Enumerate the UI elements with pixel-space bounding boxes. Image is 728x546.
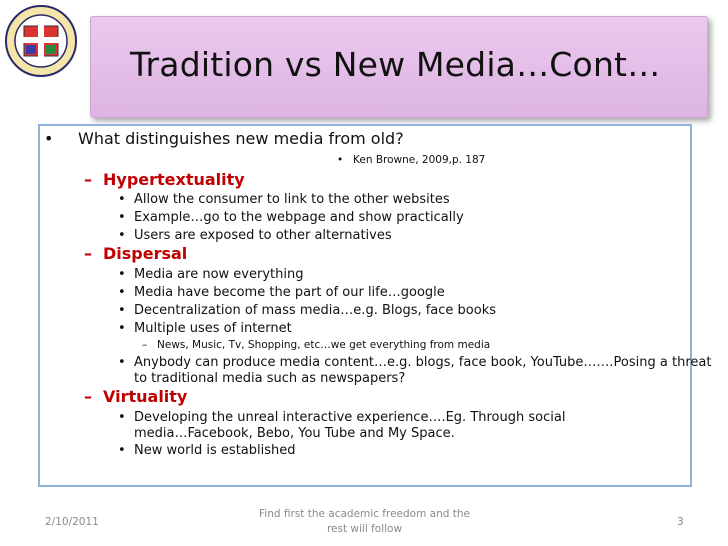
section-heading-dispersal: Dispersal (103, 244, 188, 263)
section-heading-virtuality: Virtuality (103, 387, 188, 406)
list-item: Anybody can produce media content…e.g. blogs, face book, YouTube…….Posing a threat (134, 355, 712, 370)
list-item-continuation: media…Facebook, Bebo, You Tube and My Space. (134, 426, 455, 441)
bullet-icon: • (118, 267, 126, 282)
page-number: 3 (677, 516, 684, 528)
list-item: Media are now everything (134, 267, 304, 282)
bullet-icon: • (118, 303, 126, 318)
footer-date: 2/10/2011 (45, 516, 99, 528)
dash-icon: – (142, 339, 148, 351)
bullet-icon: • (118, 228, 126, 243)
list-item: Users are exposed to other alternatives (134, 228, 392, 243)
dash-icon: – (84, 387, 92, 406)
bullet-icon: • (118, 355, 126, 370)
bullet-icon: • (118, 210, 126, 225)
bullet-icon: • (118, 321, 126, 336)
list-item: Example…go to the webpage and show practically (134, 210, 464, 225)
list-item-continuation: to traditional media such as newspapers? (134, 371, 406, 386)
bullet-icon: • (337, 154, 344, 166)
bullet-icon: • (118, 443, 126, 458)
list-item: Multiple uses of internet (134, 321, 292, 336)
bullet-icon: • (118, 192, 126, 207)
footer-caption (242, 507, 487, 537)
list-item: Developing the unreal interactive experience….Eg. Through social (134, 410, 566, 425)
bullet-icon: • (118, 410, 126, 425)
dash-icon: – (84, 244, 92, 263)
citation-text: Ken Browne, 2009,p. 187 (353, 154, 486, 166)
footer-caption-line1: Find first the academic freedom and the (259, 508, 470, 520)
list-item: Media have become the part of our life…google (134, 285, 445, 300)
university-logo (4, 4, 78, 78)
question-text: What distinguishes new media from old? (78, 129, 404, 148)
slide-title: Tradition vs New Media…Cont… (130, 45, 661, 84)
sub-list-item: News, Music, Tv, Shopping, etc…we get everything from media (157, 339, 491, 351)
bullet-icon: • (44, 129, 54, 148)
dash-icon: – (84, 170, 92, 189)
bullet-icon: • (118, 285, 126, 300)
list-item: Decentralization of mass media…e.g. Blogs, face books (134, 303, 497, 318)
list-item: Allow the consumer to link to the other websites (134, 192, 450, 207)
footer-caption-line2: rest will follow (326, 523, 403, 536)
list-item: New world is established (134, 443, 296, 458)
section-heading-hypertextuality: Hypertextuality (103, 170, 245, 189)
